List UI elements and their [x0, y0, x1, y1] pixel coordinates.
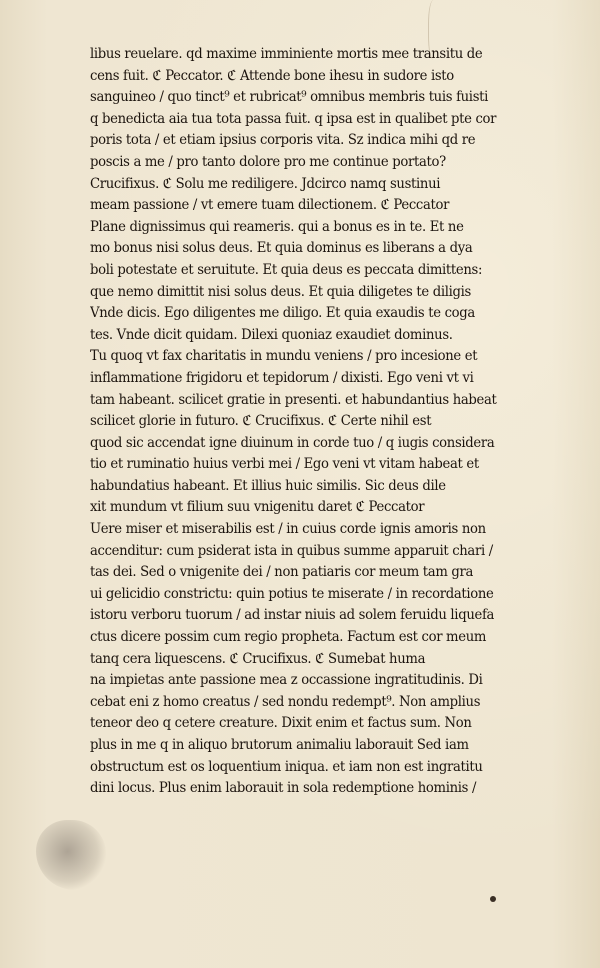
text-line: na impietas ante passione mea z occassione ingratitudinis. Di	[90, 672, 483, 689]
text-line: Plane dignissimus qui reameris. qui a bonus es in te. Et ne	[90, 218, 464, 235]
text-line: obstructum est os loquentium iniqua. et iam non est ingratitu	[90, 758, 483, 775]
text-line: Crucifixus. ℭ Solu me rediligere. Jdcirco namq sustinui	[90, 175, 441, 192]
text-line: ui gelicidio constrictu: quin potius te miserate / in recordatione	[90, 585, 494, 602]
text-line: teneor deo q cetere creature. Dixit enim et factus sum. Non	[90, 715, 472, 732]
text-line: accenditur: cum psiderat ista in quibus summe apparuit chari /	[90, 542, 493, 559]
text-line: quod sic accendat igne diuinum in corde tuo / q iugis considera	[90, 434, 495, 451]
text-line: inflammatione frigidoru et tepidorum / dixisti. Ego veni vt vi	[90, 369, 474, 386]
text-line: plus in me q in aliquo brutorum animaliu laborauit Sed iam	[90, 737, 469, 753]
text-line: tio et ruminatio huius verbi mei / Ego veni vt vitam habeat et	[90, 456, 479, 473]
text-line: mo bonus nisi solus deus. Et quia dominus es liberans a dya	[90, 240, 473, 257]
text-line: cens fuit. ℭ Peccator. ℭ Attende bone ihesu in sudore isto	[90, 67, 454, 84]
paper-stain	[36, 820, 106, 890]
text-line: dini locus. Plus enim laborauit in sola redemptione hominis /	[90, 780, 477, 797]
text-line: ctus dicere possim cum regio propheta. Factum est cor meum	[90, 629, 487, 646]
text-line: Vnde dicis. Ego diligentes me diligo. Et quia exaudis te coga	[90, 305, 475, 322]
text-line: sanguineo / quo tinct⁹ et rubricat⁹ omnibus membris tuis fuisti	[90, 89, 489, 106]
text-line: Tu quoq vt fax charitatis in mundu veniens / pro incesione et	[90, 348, 478, 365]
text-line: meam passione / vt emere tuam dilectionem. ℭ Peccator	[90, 197, 450, 214]
text-line: boli potestate et seruitute. Et quia deus es peccata dimittens:	[90, 261, 483, 278]
text-line: xit mundum vt filium suu vnigenitu daret ℭ Peccator	[90, 499, 425, 516]
text-line: q benedicta aia tua tota passa fuit. q ipsa est in qualibet pte cor	[90, 110, 497, 127]
text-line: tam habeant. scilicet gratie in presenti. et habundantius habeat	[90, 391, 497, 408]
text-line: poris tota / et etiam ipsius corporis vita. Sz indica mihi qd re	[90, 132, 476, 149]
text-line: tes. Vnde dicit quidam. Dilexi quoniaz exaudiet dominus.	[90, 326, 453, 343]
text-line: istoru verboru tuorum / ad instar niuis ad solem feruidu liquefa	[90, 607, 495, 624]
text-column	[90, 44, 558, 800]
text-line: cebat eni z homo creatus / sed nondu redempt⁹. Non amplius	[90, 693, 481, 710]
text-line: que nemo dimittit nisi solus deus. Et quia diligetes te diligis	[90, 283, 471, 300]
text-line: tas dei. Sed o vnigenite dei / non patiaris cor meum tam gra	[90, 564, 474, 581]
ink-dot	[490, 896, 496, 902]
text-line: libus reuelare. qd maxime imminiente mortis mee transitu de	[90, 46, 483, 62]
text-line: poscis a me / pro tanto dolore pro me continue portato?	[90, 153, 446, 170]
text-line: habundatius habeant. Et illius huic similis. Sic deus dile	[90, 477, 446, 494]
text-line: scilicet glorie in futuro. ℭ Crucifixus. ℭ Certe nihil est	[90, 413, 432, 430]
text-line: Uere miser et miserabilis est / in cuius corde ignis amoris non	[90, 521, 486, 538]
text-line: tanq cera liquescens. ℭ Crucifixus. ℭ Sumebat huma	[90, 650, 426, 667]
